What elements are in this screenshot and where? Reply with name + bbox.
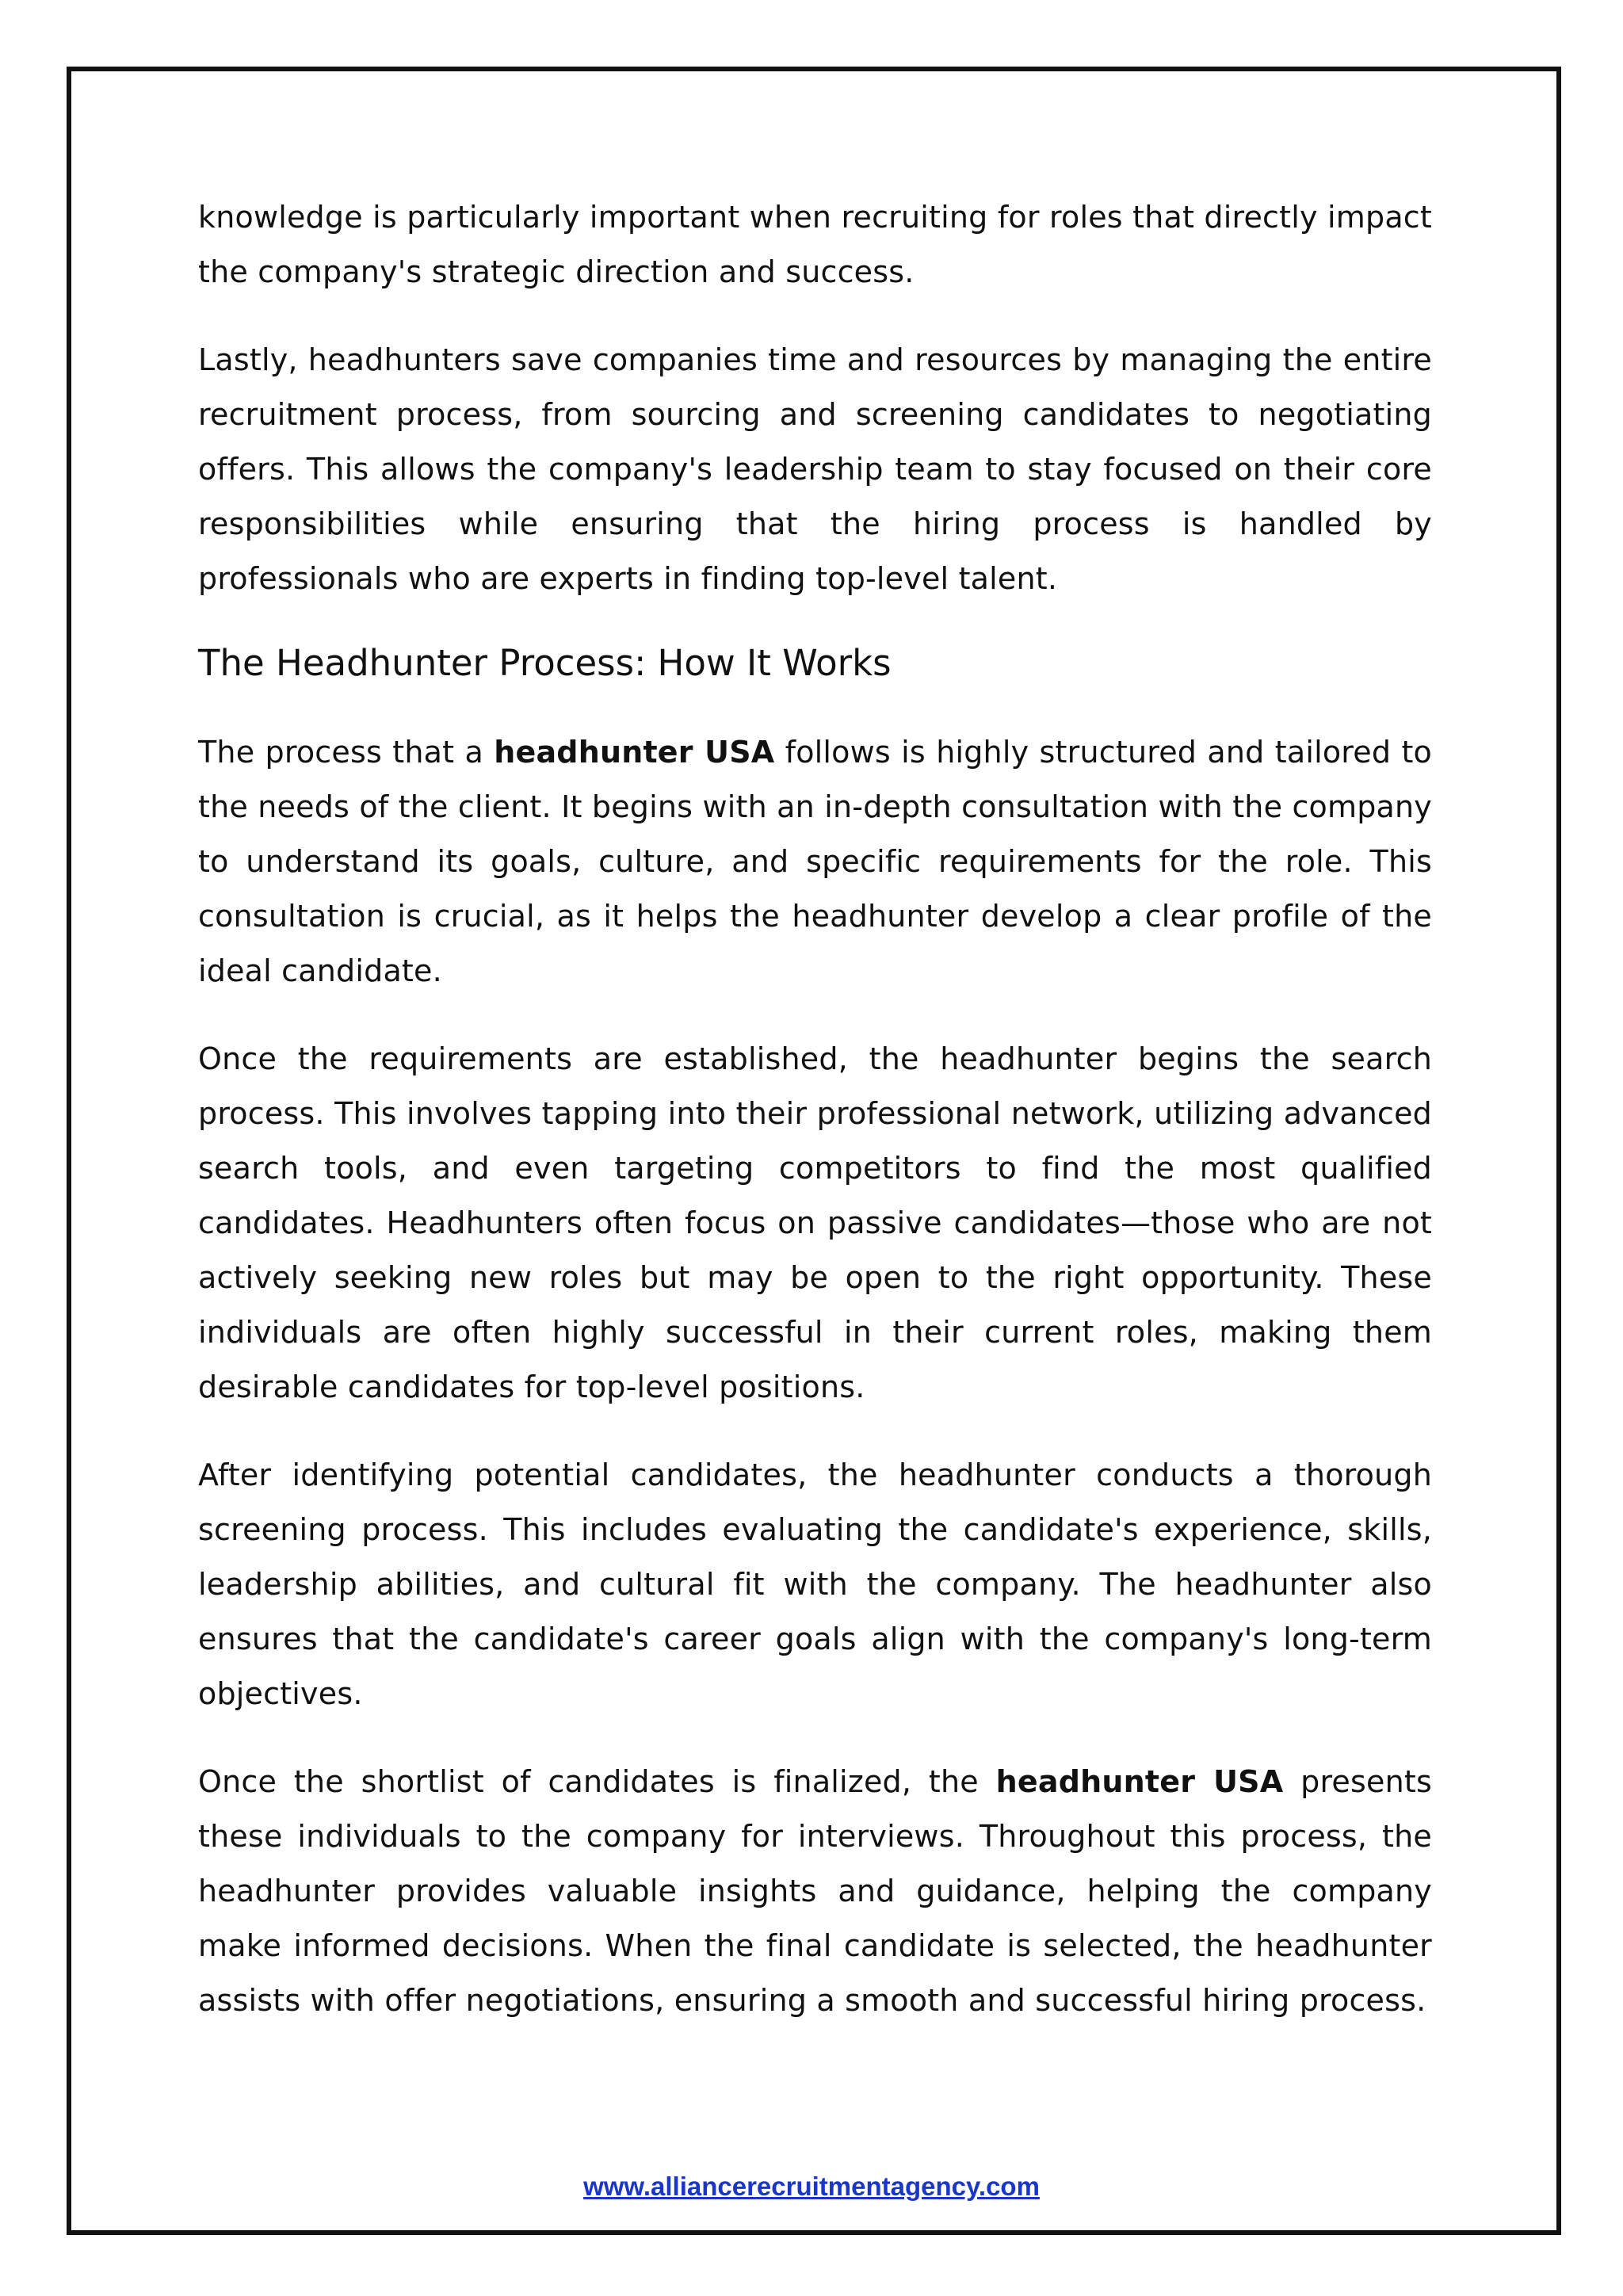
paragraph-shortlist-start: Once the shortlist of candidates is finalized, the bbox=[198, 1764, 996, 1799]
paragraph-shortlist bbox=[198, 1755, 1432, 2028]
paragraph-process-rest: follows is highly structured and tailored to the needs of the client. It begins with an in-depth consultation with the company to understand its goals, culture, and specific requirements for the role. This consultation is crucial, as it helps the headhunter develop a clear profile of the ideal candidate. bbox=[198, 735, 1432, 988]
website-link[interactable]: www.alliancerecruitmentagency.com bbox=[583, 2172, 1040, 2201]
paragraph-lastly: Lastly, headhunters save companies time and resources by managing the entire recruitment process, from sourcing and screening candidates to negotiating offers. This allows the company's leadership team to stay focused on their core responsibilities while ensuring that the hiring process is handled by professionals who are experts in finding top-level talent. bbox=[198, 342, 1432, 596]
paragraph-process-start: The process that a bbox=[198, 735, 495, 770]
section-heading: The Headhunter Process: How It Works bbox=[198, 642, 892, 684]
keyword-headhunter-usa-2: headhunter USA bbox=[995, 1764, 1284, 1799]
document-body bbox=[198, 190, 1432, 2061]
paragraph-screening: After identifying potential candidates, the headhunter conducts a thorough screening process. This includes evaluating the candidate's experience, skills, leadership abilities, and cultural fit with the company. The headhunter also ensures that the candidate's career goals align with the company's long-term objectives. bbox=[198, 1457, 1432, 1711]
keyword-headhunter-usa: headhunter USA bbox=[494, 735, 775, 770]
paragraph-knowledge: knowledge is particularly important when recruiting for roles that directly impact the company's strategic direction and success. bbox=[198, 200, 1432, 289]
paragraph-search: Once the requirements are established, the headhunter begins the search process. This involves tapping into their professional network, utilizing advanced search tools, and even targeting competitors to find the most qualified candidates. Headhunters often focus on passive candidates—those who are not actively seeking new roles but may be open to the right opportunity. These individuals are often highly successful in their current roles, making them desirable candidates for top-level positions. bbox=[198, 1041, 1432, 1404]
paragraph-shortlist-rest: presents these individuals to the company for interviews. Throughout this process, the headhunter provides valuable insights and guidance, helping the company make informed decisions. When the final candidate is selected, the headhunter assists with offer negotiations, ensuring a smooth and successful hiring process. bbox=[198, 1764, 1432, 2018]
paragraph-process bbox=[198, 725, 1432, 999]
